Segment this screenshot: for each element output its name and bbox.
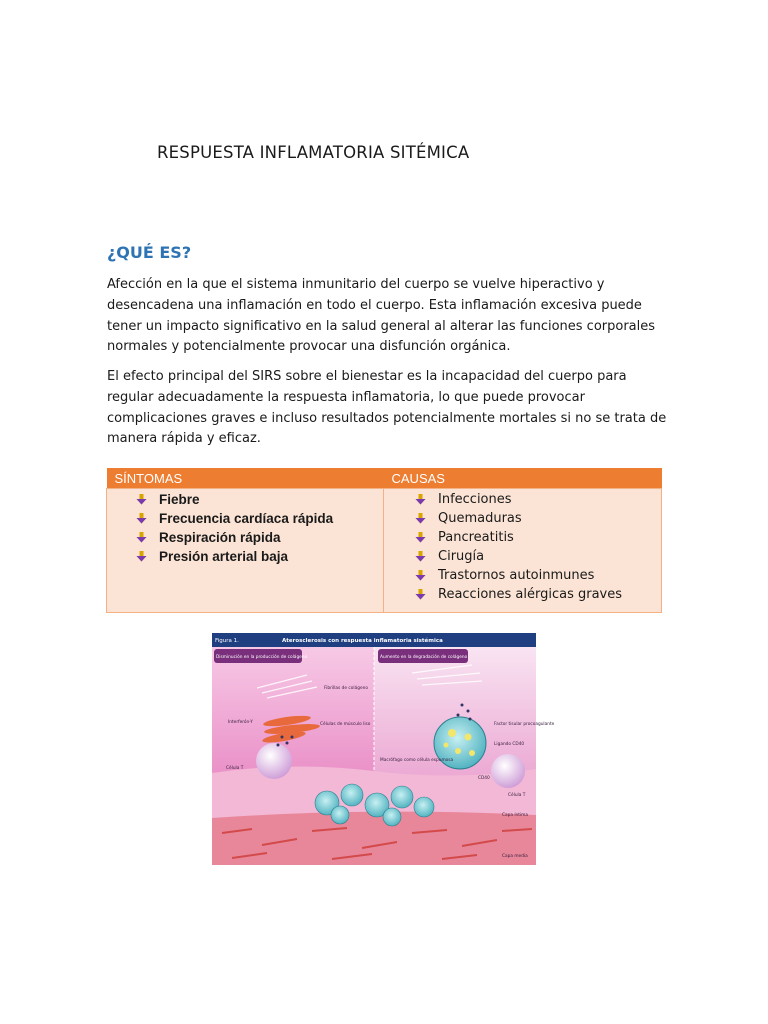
paragraph-2: El efecto principal del SIRS sobre el bienestar es la incapacidad del cuerpo para regular adecuadamente la respuesta inflamatoria, lo que puede provocar complicaciones graves e incluso resultados potencialmente mortales si no se trata de manera rápida y eficaz. (107, 369, 667, 447)
cause-text: Pancreatitis (438, 530, 514, 545)
symptoms-header: SÍNTOMAS (107, 468, 384, 489)
cause-text: Trastornos autoinmunes (438, 568, 595, 583)
celula-t-left-label: Célula T (226, 766, 244, 771)
arrow-bullet-icon (136, 513, 147, 524)
arrow-bullet-icon (415, 551, 426, 562)
interferon-label: Interferón-Y (228, 720, 253, 725)
symptom-text: Presión arterial baja (159, 549, 289, 564)
cause-item (384, 509, 661, 528)
arrow-bullet-icon (136, 494, 147, 505)
left-panel-label: Disminución en la producción de colágeno (216, 655, 308, 660)
symptom-text: Frecuencia cardíaca rápida (159, 511, 334, 526)
paragraph-1: Afección en la que el sistema inmunitario del cuerpo se vuelve hiperactivo y desencadena una inflamación en todo el cuerpo. Esta inflamación excesiva puede tener un impacto significativo en la salud general al alterar las funciones corporales normales y potencialmente provocar una disfunción orgánica. (107, 277, 656, 355)
cause-text: Infecciones (438, 492, 512, 507)
ligando-label: Ligando CD40 (494, 742, 525, 747)
inflammation-figure (212, 633, 555, 865)
arrow-bullet-icon (136, 551, 147, 562)
cause-text: Reacciones alérgicas graves (438, 587, 623, 602)
figure-label: Figura 1. (215, 638, 239, 644)
arrow-bullet-icon (415, 570, 426, 581)
right-panel-label: Aumento en la degradación de colágeno (380, 655, 468, 660)
capa-media-label: Capa media (502, 854, 528, 859)
symptoms-cell (107, 489, 384, 613)
celula-t-right-label: Célula T (508, 793, 526, 798)
symptom-text: Fiebre (159, 492, 200, 507)
cause-item (384, 585, 661, 604)
symptoms-causes-table (106, 468, 662, 613)
cause-item (384, 528, 661, 547)
document-title: RESPUESTA INFLAMATORIA SITÉMICA (157, 143, 470, 162)
cause-text: Quemaduras (438, 511, 522, 526)
causes-header: CAUSAS (384, 468, 662, 489)
arrow-bullet-icon (415, 513, 426, 524)
figure-title: Aterosclerosis con respuesta inflamatoria sistémica (282, 638, 443, 644)
capa-intima-label: Capa íntima (502, 813, 528, 818)
arrow-bullet-icon (136, 532, 147, 543)
celulas-musculo-label: Células de músculo liso (320, 722, 371, 727)
fibrillas-label: Fibrillas de colágeno (324, 686, 368, 691)
causes-list (384, 490, 661, 604)
figure-illustration (212, 633, 555, 865)
cause-item (384, 566, 661, 585)
symptom-text: Respiración rápida (159, 530, 281, 545)
cause-item (384, 490, 661, 509)
cd40-label: CD40 (478, 776, 490, 781)
arrow-bullet-icon (415, 532, 426, 543)
symptom-item (107, 547, 383, 566)
cause-text: Cirugía (438, 549, 485, 564)
arrow-bullet-icon (415, 589, 426, 600)
section-heading: ¿QUÉ ES? (107, 243, 192, 262)
symptom-item (107, 490, 383, 509)
symptoms-list (107, 490, 383, 566)
cause-item (384, 547, 661, 566)
arrow-bullet-icon (415, 494, 426, 505)
causes-cell (384, 489, 662, 613)
symptom-item (107, 509, 383, 528)
symptom-item (107, 528, 383, 547)
macrofago-label: Macrófago como célula espumosa (380, 758, 454, 763)
factor-label: Factor tisular procoagulante (494, 722, 555, 727)
